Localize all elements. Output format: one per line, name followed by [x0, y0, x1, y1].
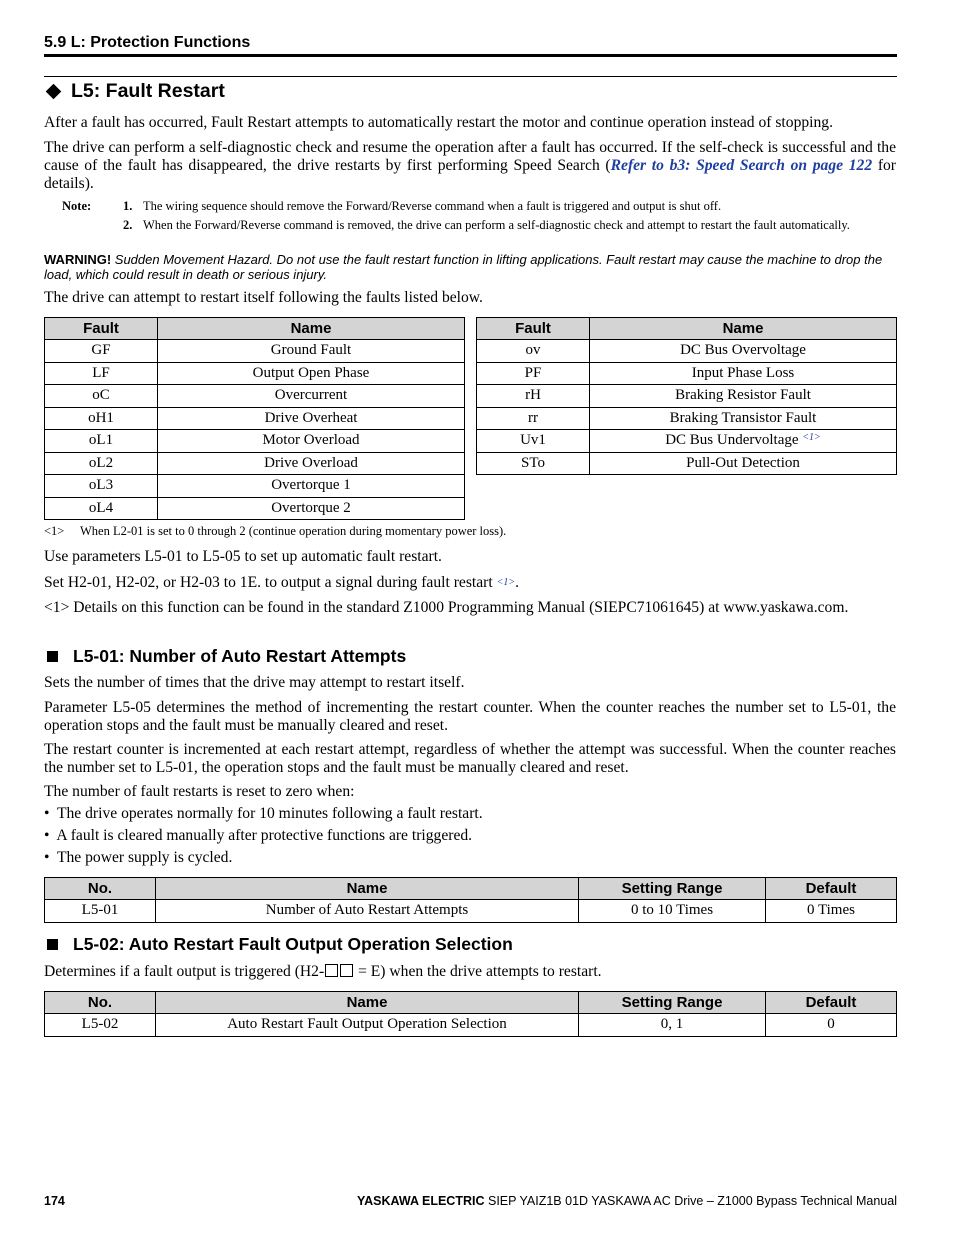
- fault-name: Overtorque 1: [158, 475, 465, 498]
- warning-block: [44, 253, 896, 282]
- note-1-number: 1.: [123, 199, 133, 213]
- speed-search-link[interactable]: Refer to b3: Speed Search on page 122: [610, 157, 873, 174]
- footer-brand: YASKAWA ELECTRIC: [356, 1194, 485, 1208]
- details-paragraph: <1> Details on this function can be found in the standard Z1000 Programming Manual (SIEPC71061645) at www.yaskawa.com.: [44, 599, 849, 616]
- fault-code: LF: [45, 362, 158, 385]
- fault-code: oL2: [45, 452, 158, 475]
- footnote-ref-link[interactable]: <1>: [496, 577, 516, 588]
- bullet-icon: •: [44, 849, 57, 866]
- table-row: [45, 452, 465, 475]
- placeholder-box-icon: [325, 964, 338, 977]
- header-default: Default: [766, 878, 897, 900]
- list-item: [44, 849, 232, 867]
- table-header-row: [45, 318, 465, 340]
- table-header-row: [45, 992, 897, 1014]
- fault-code: oL4: [45, 497, 158, 520]
- warning-text: Sudden Movement Hazard. Do not use the fault restart function in lifting applications. Fault restart may cause the machine to drop the load, which could result in death or serious injury.: [44, 252, 883, 282]
- table-footnote-ref: <1>: [44, 524, 65, 538]
- subsection-title-text: L5-01: Number of Auto Restart Attempts: [73, 646, 407, 666]
- fault-code: rr: [477, 407, 590, 430]
- param-no: L5-01: [45, 900, 156, 923]
- section-header: 5.9 L: Protection Functions: [44, 34, 251, 51]
- table-row: [477, 452, 897, 475]
- l5-02-paragraph: [44, 963, 896, 981]
- param-name: Number of Auto Restart Attempts: [156, 900, 579, 923]
- fault-name: Input Phase Loss: [590, 362, 897, 385]
- table-footnote: When L2-01 is set to 0 through 2 (continue operation during momentary power loss).: [80, 524, 507, 538]
- param-no: L5-02: [45, 1014, 156, 1037]
- table-row: [45, 407, 465, 430]
- fault-name: Ground Fault: [158, 340, 465, 363]
- fault-name: [590, 430, 897, 453]
- speed-search-paragraph: [44, 139, 896, 193]
- p1-text-b: = E) when the drive attempts to restart.: [354, 963, 602, 980]
- table-row: [45, 430, 465, 453]
- footer-doc: SIEP YAIZ1B 01D YASKAWA AC Drive – Z1000 Bypass Technical Manual: [484, 1194, 897, 1208]
- fault-code: ov: [477, 340, 590, 363]
- table-row: [477, 362, 897, 385]
- intro-paragraph: After a fault has occurred, Fault Restart attempts to automatically restart the motor and continue operation instead of stopping.: [44, 114, 833, 131]
- output-signal-paragraph: [44, 574, 896, 592]
- fault-code: rH: [477, 385, 590, 408]
- fault-name: Motor Overload: [158, 430, 465, 453]
- list-item-text: A fault is cleared manually after protective functions are triggered.: [56, 827, 473, 844]
- p1-text-a: Determines if a fault output is triggered (H2-: [44, 963, 325, 980]
- fault-code: GF: [45, 340, 158, 363]
- table-row: [45, 340, 465, 363]
- l5-01-paragraph-2: Parameter L5-05 determines the method of incrementing the restart counter. When the counter reaches the number set to L5-01, the operation stops and the fault must be manually cleared and reset.: [44, 699, 896, 734]
- bullet-icon: •: [44, 805, 57, 822]
- placeholder-box-icon: [340, 964, 353, 977]
- header-setting-range: Setting Range: [579, 878, 766, 900]
- param-range: 0 to 10 Times: [579, 900, 766, 923]
- table-row: [477, 430, 897, 453]
- table-row: [45, 385, 465, 408]
- l5-01-paragraph-3: The restart counter is incremented at each restart attempt, regardless of whether the attempt was successful. When the counter reaches the number set to L5-01, the operation stops and the fault must be manually cleared and reset.: [44, 741, 896, 776]
- header-fault: Fault: [477, 318, 590, 340]
- header-name: Name: [156, 992, 579, 1014]
- param-name: Auto Restart Fault Output Operation Selection: [156, 1014, 579, 1037]
- table-row: [45, 475, 465, 498]
- header-no: No.: [45, 878, 156, 900]
- warning-label: WARNING!: [44, 252, 112, 267]
- subsection-l5-02-title: [44, 934, 513, 955]
- header-name: Name: [158, 318, 465, 340]
- footnote-ref-link[interactable]: <1>: [802, 432, 821, 444]
- para2-text-b: for details).: [44, 157, 897, 192]
- fault-name-text: DC Bus Undervoltage: [665, 432, 799, 449]
- footer-doc-title: [357, 1194, 897, 1208]
- list-item-text: The drive operates normally for 10 minutes following a fault restart.: [56, 805, 483, 822]
- param-default: 0: [766, 1014, 897, 1037]
- para5-text: Set H2-01, H2-02, or H2-03 to 1E. to output a signal during fault restart: [44, 574, 493, 591]
- fault-name: Overtorque 2: [158, 497, 465, 520]
- fault-name: Overcurrent: [158, 385, 465, 408]
- l5-01-paragraph-1: Sets the number of times that the drive may attempt to restart itself.: [44, 674, 465, 691]
- fault-code: oL3: [45, 475, 158, 498]
- parameters-paragraph: Use parameters L5-01 to L5-05 to set up automatic fault restart.: [44, 548, 442, 565]
- fault-code: oL1: [45, 430, 158, 453]
- bullet-icon: •: [44, 827, 57, 844]
- title-text: L5: Fault Restart: [71, 80, 225, 102]
- list-item-text: The power supply is cycled.: [56, 849, 233, 866]
- fault-name: Drive Overheat: [158, 407, 465, 430]
- header-default: Default: [766, 992, 897, 1014]
- header-setting-range: Setting Range: [579, 992, 766, 1014]
- l5-01-paragraph-4: The number of fault restarts is reset to zero when:: [44, 783, 355, 800]
- fault-table-left: [44, 317, 465, 520]
- note-1-text: The wiring sequence should remove the Forward/Reverse command when a fault is triggered and output is shut off.: [143, 199, 722, 213]
- header-no: No.: [45, 992, 156, 1014]
- fault-code: oC: [45, 385, 158, 408]
- table-row: [45, 1014, 897, 1037]
- param-range: 0, 1: [579, 1014, 766, 1037]
- table-row: [477, 340, 897, 363]
- subsection-title-text: L5-02: Auto Restart Fault Output Operation Selection: [73, 934, 513, 954]
- page-title: [44, 80, 225, 103]
- table-row: [477, 385, 897, 408]
- fault-code: STo: [477, 452, 590, 475]
- table-header-row: [477, 318, 897, 340]
- note-2-text: When the Forward/Reverse command is removed, the drive can perform a self-diagnostic check and attempt to restart the fault automatically.: [143, 218, 850, 232]
- square-bullet-icon: [47, 651, 58, 662]
- fault-name: Braking Resistor Fault: [590, 385, 897, 408]
- fault-name: Output Open Phase: [158, 362, 465, 385]
- list-item: [44, 827, 472, 845]
- fault-table-right: [476, 317, 897, 475]
- diamond-icon: [46, 84, 62, 100]
- l5-01-parameter-table: [44, 877, 897, 923]
- fault-name: Braking Transistor Fault: [590, 407, 897, 430]
- page-number: 174: [44, 1194, 65, 1208]
- table-row: [45, 900, 897, 923]
- fault-code: Uv1: [477, 430, 590, 453]
- table-row: [45, 362, 465, 385]
- square-bullet-icon: [47, 939, 58, 950]
- fault-name: Pull-Out Detection: [590, 452, 897, 475]
- header-rule: [44, 54, 897, 57]
- title-rule: [44, 76, 897, 77]
- header-name: Name: [590, 318, 897, 340]
- fault-code: PF: [477, 362, 590, 385]
- subsection-l5-01-title: [44, 646, 406, 667]
- note-2-number: 2.: [123, 218, 133, 232]
- para2-text-a: The drive can perform a self-diagnostic check and resume the operation after a fault has occurred. If the self-check is successful and the cause of the fault has disappeared, the drive restarts by first performing Speed Search (: [44, 139, 896, 174]
- header-fault: Fault: [45, 318, 158, 340]
- fault-name: DC Bus Overvoltage: [590, 340, 897, 363]
- fault-list-intro: The drive can attempt to restart itself following the faults listed below.: [44, 289, 483, 306]
- note-label: Note:: [62, 199, 92, 213]
- para5-end: .: [515, 574, 519, 591]
- l5-02-parameter-table: [44, 991, 897, 1037]
- header-name: Name: [156, 878, 579, 900]
- table-row: [45, 497, 465, 520]
- param-default: 0 Times: [766, 900, 897, 923]
- fault-name: Drive Overload: [158, 452, 465, 475]
- table-header-row: [45, 878, 897, 900]
- fault-code: oH1: [45, 407, 158, 430]
- list-item: [44, 805, 483, 823]
- table-row: [477, 407, 897, 430]
